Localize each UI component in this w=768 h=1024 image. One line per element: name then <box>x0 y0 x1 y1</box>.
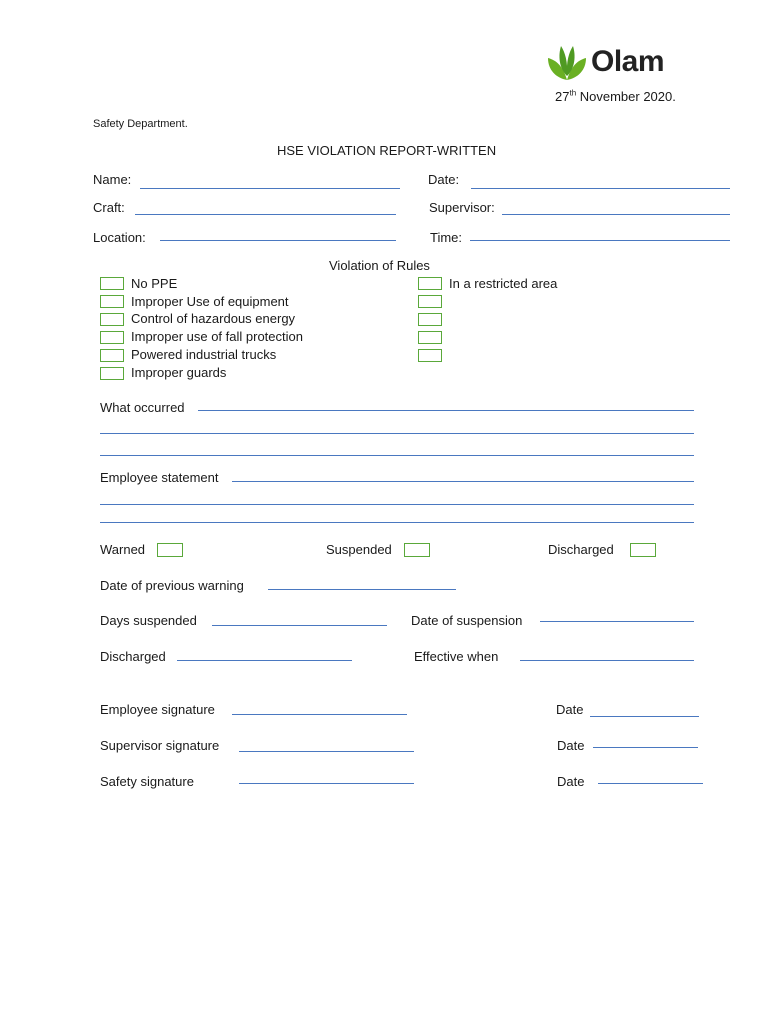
effective-when-field[interactable] <box>520 660 694 661</box>
name-field[interactable] <box>140 188 400 189</box>
violation-label: Powered industrial trucks <box>131 347 277 362</box>
violations-heading: Violation of Rules <box>329 258 430 273</box>
checkbox-improper-guards[interactable] <box>100 367 124 380</box>
checkbox-blank-3[interactable] <box>418 331 442 344</box>
olam-logo-icon <box>546 42 588 82</box>
discharged-label: Discharged <box>100 649 166 664</box>
what-occurred-label: What occurred <box>100 400 185 415</box>
violation-label: Improper use of fall protection <box>131 329 303 344</box>
checkbox-suspended[interactable] <box>404 543 430 557</box>
checkbox-blank-4[interactable] <box>418 349 442 362</box>
checkbox-industrial-trucks[interactable] <box>100 349 124 362</box>
checkbox-blank-1[interactable] <box>418 295 442 308</box>
violation-label: In a restricted area <box>449 276 558 291</box>
checkbox-discharged[interactable] <box>630 543 656 557</box>
checkbox-hazardous-energy[interactable] <box>100 313 124 326</box>
what-occurred-field[interactable] <box>198 410 694 411</box>
craft-label: Craft: <box>93 200 125 215</box>
employee-signature-field[interactable] <box>232 714 407 715</box>
report-date: 27th November 2020. <box>555 88 676 104</box>
violation-label: Improper Use of equipment <box>131 294 289 309</box>
days-suspended-label: Days suspended <box>100 613 197 628</box>
checkbox-improper-equipment[interactable] <box>100 295 124 308</box>
safety-signature-field[interactable] <box>239 783 414 784</box>
brand-name: Olam <box>591 45 665 78</box>
name-label: Name: <box>93 172 132 187</box>
department-label: Safety Department. <box>93 118 188 130</box>
warned-label: Warned <box>100 542 146 557</box>
craft-field[interactable] <box>135 214 396 215</box>
discharged-field[interactable] <box>177 660 352 661</box>
employee-statement-field[interactable] <box>100 522 694 523</box>
checkbox-restricted-area[interactable] <box>418 277 442 290</box>
days-suspended-field[interactable] <box>212 625 387 626</box>
checkbox-fall-protection[interactable] <box>100 331 124 344</box>
checkbox-blank-2[interactable] <box>418 313 442 326</box>
location-field[interactable] <box>160 240 396 241</box>
supervisor-signature-label: Supervisor signature <box>100 738 220 753</box>
employee-signature-date-field[interactable] <box>590 716 699 717</box>
employee-signature-label: Employee signature <box>100 702 215 717</box>
prev-warning-label: Date of previous warning <box>100 578 244 593</box>
time-label: Time: <box>430 230 463 245</box>
page-title: HSE VIOLATION REPORT-WRITTEN <box>277 143 497 158</box>
checkbox-warned[interactable] <box>157 543 183 557</box>
supervisor-signature-date-field[interactable] <box>593 747 698 748</box>
violation-label: Control of hazardous energy <box>131 311 296 326</box>
discharged-action-label: Discharged <box>548 542 614 557</box>
violation-label: No PPE <box>131 276 178 291</box>
employee-statement-field[interactable] <box>232 481 694 482</box>
signature-date-label: Date <box>557 774 585 789</box>
employee-statement-field[interactable] <box>100 504 694 505</box>
date-field[interactable] <box>471 188 730 189</box>
prev-warning-field[interactable] <box>268 589 456 590</box>
suspended-label: Suspended <box>326 542 392 557</box>
date-suspension-field[interactable] <box>540 621 694 622</box>
supervisor-signature-field[interactable] <box>239 751 414 752</box>
signature-date-label: Date <box>557 738 585 753</box>
effective-when-label: Effective when <box>414 649 499 664</box>
what-occurred-field[interactable] <box>100 433 694 434</box>
date-label: Date: <box>428 172 460 187</box>
safety-signature-label: Safety signature <box>100 774 194 789</box>
location-label: Location: <box>93 230 146 245</box>
supervisor-label: Supervisor: <box>429 200 495 215</box>
signature-date-label: Date <box>556 702 584 717</box>
date-suspension-label: Date of suspension <box>411 613 523 628</box>
safety-signature-date-field[interactable] <box>598 783 703 784</box>
what-occurred-field[interactable] <box>100 455 694 456</box>
checkbox-no-ppe[interactable] <box>100 277 124 290</box>
supervisor-field[interactable] <box>502 214 730 215</box>
time-field[interactable] <box>470 240 730 241</box>
violation-label: Improper guards <box>131 365 227 380</box>
employee-statement-label: Employee statement <box>100 470 219 485</box>
